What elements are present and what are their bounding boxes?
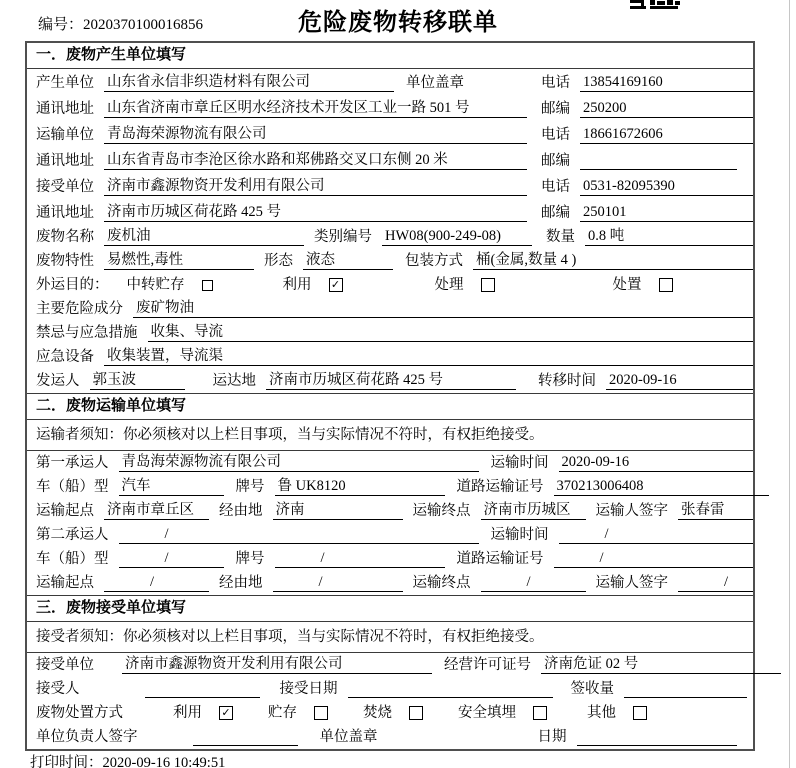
row-transporter-address [27,147,753,173]
zip-label: 邮编 [541,153,570,169]
phone-label: 电话 [541,75,570,91]
section-2-title: 二．废物运输单位填写 [27,394,753,420]
destination-value: 济南市历城区荷花路 425 号 [266,372,516,390]
row-carrier-2 [27,523,753,547]
end2-label: 运输终点 [412,575,471,591]
qr-code-partial-icon [630,0,688,9]
row-transfer-purpose [27,273,753,297]
row-carrier-1 [27,451,753,475]
road-permit2-label: 道路运输证号 [456,551,544,567]
license-value: 济南危证 02 号 [541,656,781,674]
origin1-label: 运输起点 [36,503,94,519]
license-label: 经营许可证号 [444,657,531,673]
date-label: 日期 [537,729,567,745]
row-receiver-person [27,677,753,701]
manifest-form [25,41,755,751]
zip-value: 250200 [580,100,753,118]
checkbox-landfill [533,706,547,720]
opt-transfer-storage-label: 中转贮存 [126,277,185,293]
end2-value: / [481,574,586,592]
signature1-label: 运输人签字 [595,503,668,519]
category-code-value: HW08(900-249-08) [382,228,532,246]
serial-value: 2020370100016856 [83,17,204,33]
waste-traits-value: 易燃性,毒性 [104,252,254,270]
phone-value: 18661672606 [580,126,753,144]
transport-time1-value: 2020-09-16 [559,454,754,472]
page-edge-line [789,0,790,768]
carrier2-value: / [119,526,479,544]
row-route-2 [27,571,753,595]
producer-unit-value: 山东省永信非织造材料有限公司 [104,74,394,92]
unit-seal-label: 单位盖章 [406,75,464,91]
row-emergency-equipment [27,345,753,369]
phone-group [541,74,753,92]
checkbox-incinerate [409,706,423,720]
transporter-address-label: 通讯地址 [36,153,94,169]
row-producer-address [27,95,753,121]
transfer-date-value: 2020-09-16 [606,372,753,390]
emergency-equipment-label: 应急设备 [36,349,94,365]
section-producer [27,43,753,393]
receiver-person-value [145,681,260,698]
row-responsible-signature [27,725,753,749]
checkbox-utilize: ✓ [329,278,343,292]
receiver-address-value: 济南市历城区荷花路 425 号 [104,204,527,222]
section-1-title: 一．废物产生单位填写 [27,43,753,69]
form-label: 形态 [264,253,293,269]
row-receiver-address [27,199,753,225]
receiver-person-label: 接受人 [36,681,80,697]
row-emergency-measures [27,321,753,345]
destination-label: 运达地 [212,373,256,389]
category-code-label: 类别编号 [314,229,372,245]
receive-unit-label: 接受单位 [36,657,94,673]
checkbox-other [633,706,647,720]
plate1-value: 鲁 UK8120 [275,478,445,496]
plate2-label: 牌号 [235,551,265,567]
print-time-label: 打印时间： [30,755,103,768]
row-waste-traits [27,249,753,273]
signature2-value: / [678,574,753,592]
carrier1-label: 第一承运人 [36,455,109,471]
emergency-equipment-value: 收集装置，导流渠 [104,348,753,366]
form-value: 液态 [303,252,393,270]
consignor-value: 郭玉波 [90,372,185,390]
received-amount-value [624,681,747,698]
unit-seal-label: 单位盖章 [319,729,378,745]
zip-label: 邮编 [541,101,570,117]
receiver-notice: 接受者须知：你必须核对以上栏目事项，当与实际情况不符时，有权拒绝接受。 [27,622,753,653]
origin2-value: / [104,574,209,592]
packaging-label: 包装方式 [405,253,463,269]
opt-incinerate-label: 焚烧 [363,705,392,721]
road-permit2-value: / [554,550,754,568]
road-permit1-value: 370213006408 [554,478,769,496]
phone-label: 电话 [541,179,570,195]
quantity-value: 0.8 吨 [585,228,753,246]
checkbox-storage [314,706,328,720]
opt-landfill-label: 安全填埋 [458,705,516,721]
row-disposal-method [27,701,753,725]
transport-time2-label: 运输时间 [490,527,549,543]
transporter-unit-value: 青岛海荣源物流有限公司 [104,126,527,144]
row-vehicle-2 [27,547,753,571]
zip-value: 250101 [580,204,753,222]
disposal-method-label: 废物处置方式 [36,705,123,721]
print-time-value: 2020-09-16 10:49:51 [102,755,226,768]
packaging-value: 桶(金属,数量 4 ) [473,252,753,270]
opt-storage-label: 贮存 [268,705,297,721]
phone-value: 13854169160 [580,74,753,92]
row-receive-unit [27,653,753,677]
received-amount-label: 签收量 [570,681,614,697]
transport-time2-value: / [559,526,754,544]
checkbox-transfer-storage [202,280,213,291]
transporter-notice: 运输者须知：你必须核对以上栏目事项，当与实际情况不符时，有权拒绝接受。 [27,420,753,451]
row-producer-unit [27,69,753,95]
row-route-1 [27,499,753,523]
date-value [577,729,738,746]
opt-dispose-label: 处置 [612,277,642,293]
doc-title: 危险废物转移联单 [298,10,498,36]
signature2-label: 运输人签字 [595,575,668,591]
end1-value: 济南市历城区 [481,502,586,520]
opt-utilize-label: 利用 [282,277,312,293]
quantity-label: 数量 [546,229,575,245]
receive-date-label: 接受日期 [279,681,338,697]
transfer-date-label: 转移时间 [538,373,596,389]
row-vehicle-1 [27,475,753,499]
zip-group [541,100,753,118]
waste-name-value: 废机油 [104,228,304,246]
transport-time1-label: 运输时间 [490,455,549,471]
waste-name-label: 废物名称 [36,229,94,245]
emergency-measures-label: 禁忌与应急措施 [36,325,138,341]
row-hazard-components [27,297,753,321]
plate2-value: / [275,550,445,568]
zip-label: 邮编 [541,205,570,221]
plate1-label: 牌号 [235,479,265,495]
road-permit1-label: 道路运输证号 [456,479,544,495]
responsible-signature-value [193,729,298,746]
zip-value [580,153,737,170]
signature1-value: 张春雷 [678,502,753,520]
producer-unit-label: 产生单位 [36,75,94,91]
via1-label: 经由地 [219,503,263,519]
zip-group [541,204,753,222]
checkbox-utilize: ✓ [219,706,233,720]
serial-label: 编号： [38,17,84,33]
carrier2-label: 第二承运人 [36,527,109,543]
transfer-purpose-label: 外运目的： [36,277,109,293]
consignor-label: 发运人 [36,373,80,389]
origin1-value: 济南市章丘区 [104,502,209,520]
opt-other-label: 其他 [587,705,616,721]
producer-address-value: 山东省济南市章丘区明水经济技术开发区工业一路 501 号 [104,100,527,118]
section-transporter [27,393,753,595]
phone-group [541,126,753,144]
carrier1-value: 青岛海荣源物流有限公司 [119,454,479,472]
via2-label: 经由地 [219,575,263,591]
opt-treat-label: 处理 [434,277,464,293]
via1-value: 济南 [273,502,403,520]
vehicle-type1-label: 车（船）型 [36,479,109,495]
receive-unit-value: 济南市鑫源物资开发利用有限公司 [122,656,432,674]
section-3-title: 三．废物接受单位填写 [27,596,753,622]
responsible-signature-label: 单位负责人签字 [36,729,138,745]
print-time [30,751,225,768]
vehicle-type2-value: / [119,550,224,568]
zip-group [541,153,753,170]
phone-group [541,178,753,196]
row-transporter-unit [27,121,753,147]
receiver-address-label: 通讯地址 [36,205,94,221]
receiver-unit-label: 接受单位 [36,179,94,195]
row-consignor [27,369,753,393]
receiver-unit-value: 济南市鑫源物资开发利用有限公司 [104,178,527,196]
transporter-unit-label: 运输单位 [36,127,94,143]
hazard-components-value: 废矿物油 [133,300,753,318]
emergency-measures-value: 收集、导流 [148,324,754,342]
end1-label: 运输终点 [412,503,471,519]
origin2-label: 运输起点 [36,575,94,591]
opt-utilize-label: 利用 [173,705,202,721]
hazard-components-label: 主要危险成分 [36,301,123,317]
row-receiver-unit [27,173,753,199]
phone-label: 电话 [541,127,570,143]
phone-value: 0531-82095390 [580,178,753,196]
producer-address-label: 通讯地址 [36,101,94,117]
transporter-address-value: 山东省青岛市李沧区徐水路和郑佛路交叉口东侧 20 米 [104,152,527,170]
via2-value: / [273,574,403,592]
receive-date-value [348,681,553,698]
section-receiver [27,595,753,749]
checkbox-dispose [659,278,673,292]
vehicle-type1-value: 汽车 [119,478,224,496]
waste-traits-label: 废物特性 [36,253,94,269]
checkbox-treat [481,278,495,292]
row-waste-name [27,225,753,249]
vehicle-type2-label: 车（船）型 [36,551,109,567]
